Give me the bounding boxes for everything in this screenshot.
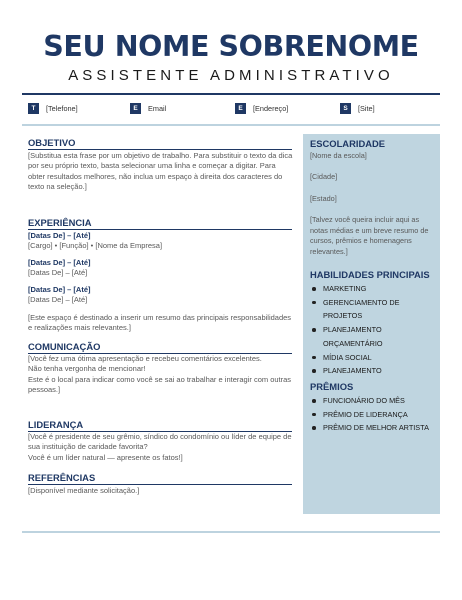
experience-line: [Cargo] • [Função] • [Nome da Empresa] bbox=[28, 241, 163, 251]
awards-list bbox=[310, 394, 440, 435]
experience-summary: [Este espaço é destinado a inserir um resumo das principais responsabilidades e realizações mais relevantes.] bbox=[28, 313, 292, 333]
contact-divider bbox=[22, 124, 440, 126]
skills-heading: HABILIDADES PRINCIPAIS bbox=[310, 269, 430, 280]
header-divider bbox=[22, 93, 440, 95]
contact-phone-label: [Telefone] bbox=[46, 104, 78, 113]
resume-role: ASSISTENTE ADMINISTRATIVO bbox=[68, 67, 394, 84]
leadership-heading: LIDERANÇA bbox=[28, 419, 292, 432]
objective-text: [Substitua esta frase por um objetivo de trabalho. Para substituir o texto da dica por seu próprio texto, basta selecionar uma linha e começar a digitar. Para obter resultados melhores, não inclua um espaço à direita dos caracteres do texto na seleção.] bbox=[28, 151, 293, 192]
contact-email-label: Email bbox=[148, 104, 167, 113]
footer-divider bbox=[22, 531, 440, 533]
leadership-p1: [Você é presidente de seu grêmio, síndico do condomínio ou líder de equipe de sua instituição de caridade favorita? bbox=[28, 432, 292, 452]
phone-badge-icon: T bbox=[28, 103, 39, 114]
contact-site bbox=[340, 103, 375, 114]
education-city: [Cidade] bbox=[310, 172, 338, 181]
skill-item: MARKETING bbox=[310, 282, 440, 296]
experience-dates: [Datas De] – [Até] bbox=[28, 231, 91, 240]
education-note: [Talvez você queira incluir aqui as notas médias e um breve resumo de cursos, prêmios e homenagens relevantes.] bbox=[310, 215, 429, 256]
award-item: FUNCIONÁRIO DO MÊS bbox=[310, 394, 440, 408]
experience-entry bbox=[28, 231, 294, 252]
skill-item: MÍDIA SOCIAL bbox=[310, 351, 440, 365]
leadership-text bbox=[28, 432, 294, 463]
site-badge-icon: S bbox=[340, 103, 351, 114]
references-heading: REFERÊNCIAS bbox=[28, 472, 292, 485]
experience-line: [Datas De] – [Até] bbox=[28, 268, 88, 278]
address-badge-icon: E bbox=[235, 103, 246, 114]
skill-item: PLANEJAMENTO bbox=[310, 364, 440, 378]
education-state: [Estado] bbox=[310, 194, 337, 203]
education-school: [Nome da escola] bbox=[310, 151, 367, 160]
contact-bar bbox=[22, 103, 440, 117]
communication-p2: Não tenha vergonha de mencionar! bbox=[28, 364, 146, 374]
leadership-p2: Você é um líder natural — apresente os fatos!] bbox=[28, 452, 183, 462]
contact-phone bbox=[28, 103, 78, 114]
communication-text bbox=[28, 354, 294, 396]
experience-heading: EXPERIÊNCIA bbox=[28, 217, 292, 230]
contact-address bbox=[235, 103, 288, 114]
contact-email bbox=[130, 103, 166, 114]
skill-item: PLANEJAMENTO ORÇAMENTÁRIO bbox=[310, 323, 440, 350]
award-item: PRÊMIO DE MELHOR ARTISTA bbox=[310, 421, 440, 435]
education-heading: ESCOLARIDADE bbox=[310, 138, 386, 149]
communication-heading: COMUNICAÇÃO bbox=[28, 341, 292, 354]
email-badge-icon: E bbox=[130, 103, 141, 114]
objective-heading: OBJETIVO bbox=[28, 137, 292, 150]
awards-heading: PRÊMIOS bbox=[310, 381, 354, 392]
contact-address-label: [Endereço] bbox=[253, 104, 289, 113]
experience-entry bbox=[28, 285, 294, 306]
communication-p1: [Você fez uma ótima apresentação e recebeu comentários excelentes. bbox=[28, 354, 262, 363]
experience-dates: [Datas De] – [Até] bbox=[28, 258, 91, 267]
experience-entry bbox=[28, 258, 294, 279]
communication-p3: Este é o local para indicar como você se sai ao trabalhar e interagir com outras pessoas.] bbox=[28, 374, 292, 395]
experience-line: [Datas De] – [Até] bbox=[28, 295, 88, 305]
sidebar bbox=[303, 134, 440, 514]
references-text: [Disponível mediante solicitação.] bbox=[28, 486, 140, 495]
skills-list bbox=[310, 282, 440, 378]
experience-dates: [Datas De] – [Até] bbox=[28, 285, 91, 294]
contact-site-label: [Site] bbox=[358, 104, 375, 113]
award-item: PRÊMIO DE LIDERANÇA bbox=[310, 408, 440, 422]
resume-name: SEU NOME SOBRENOME bbox=[43, 30, 419, 63]
skill-item: GERENCIAMENTO DE PROJETOS bbox=[310, 296, 440, 323]
